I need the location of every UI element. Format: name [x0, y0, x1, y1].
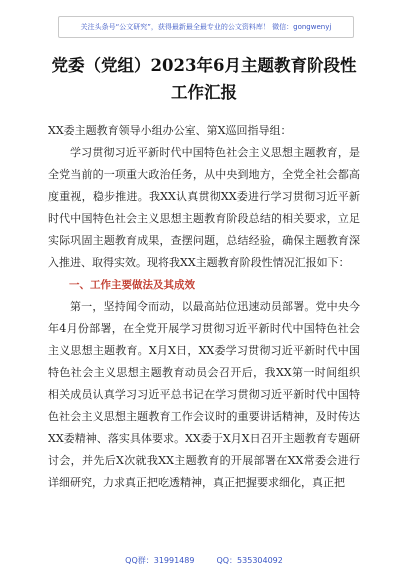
document-body	[48, 120, 360, 494]
salutation: XX委主题教育领导小组办公室、第X巡回指导组：	[48, 124, 292, 137]
intro-paragraph: 学习贯彻习近平新时代中国特色社会主义思想主题教育，是全党当前的一项重大政治任务，从中央到地方，全党全社会都高度重视，稳步推进。我XX认真贯彻XX委进行学习贯彻习近平新时代中国特色社会主义思想主题教育阶段总结的相关要求，立足实际巩固主题教育成果，查摆问题，总结经验，确保主题教育深入推进、取得实效。现将我XX主题教育阶段性情况汇报如下：	[48, 146, 360, 269]
document-title: 党委（党组）2023年6月主题教育阶段性工作汇报	[51, 56, 357, 102]
section-heading: 一、工作主要做法及其成效	[69, 279, 195, 291]
promo-banner-text: 关注头条号“公文研究”，获得最新最全最专业的公文资料库！ 微信：gongwenyj	[80, 23, 332, 31]
promo-banner[interactable]	[58, 16, 354, 38]
page-footer	[0, 555, 408, 566]
section-paragraph: 第一，坚持闻令而动，以最高站位迅速动员部署。党中央今年4月份部署，在全党开展学习贯彻习近平新时代中国特色社会主义思想主题教育。X月X日，XX委学习贯彻习近平新时代中国特色社会主义思想主题教育动员会召开后，我XX第一时间组织相关成员认真学习习近平总书记在学习贯彻习近平新时代中国特色社会主义思想主题教育工作会议时的重要讲话精神，及时传达XX委精神、落实具体要求。XX委于X月X日召开主题教育专题研讨会，并先后X次就我XX主题教育的开展部署在XX常委会进行详细研究，力求真正把吃透精神，真正把握要求细化，真正把	[48, 300, 360, 489]
footer-qq: QQ：535304092	[216, 556, 283, 565]
footer-qq-group: QQ群：31991489	[125, 556, 195, 565]
